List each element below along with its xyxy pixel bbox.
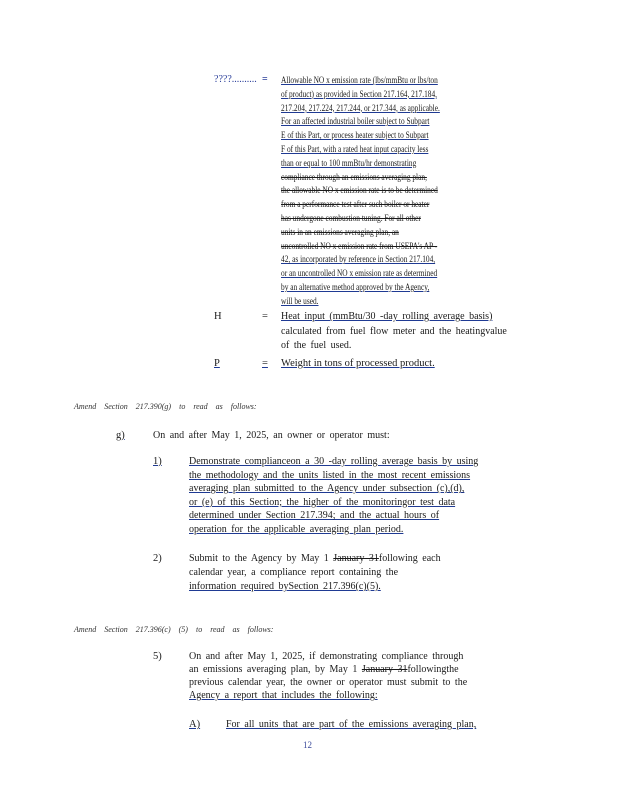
definition-line: compliance through an emissions averaging plan,	[281, 171, 427, 182]
equals-sign: =	[262, 358, 268, 369]
item-text: Agency a report that includes the following:	[189, 690, 378, 701]
page-number: 12	[303, 740, 312, 750]
item2-text-c: following each	[378, 553, 441, 564]
amend-instruction: Amend Section 217.396(c) (5) to read as follows:	[74, 625, 274, 634]
definition-line: than or equal to 100 mmBtu/hr demonstrating	[281, 157, 417, 168]
item-text	[189, 553, 441, 565]
item-line: averaging plan submitted to the Agency under subsection (c),(d),	[189, 483, 465, 495]
definition-line: 42, as incorporated by reference in Section 217.104,	[281, 254, 436, 265]
definition-line: by an alternative method approved by the Agency,	[281, 282, 430, 292]
definition-symbol-h: H	[214, 311, 222, 322]
item-line: operation for the applicable averaging plan period.	[189, 524, 404, 535]
definition-line: uncontrolled NO x emission rate from USEPA's AP -	[281, 240, 438, 251]
item-text: previous calendar year, the owner or operator must submit to the	[189, 677, 468, 688]
definition-line: of product) as provided in Section 217.164, 217.184,	[281, 88, 437, 99]
item-text: calendar year, a compliance report containing the	[189, 567, 399, 578]
definition-line: For an affected industrial boiler subject to Subpart	[281, 116, 430, 127]
item-number: 2)	[153, 553, 162, 564]
definition-line: will be used.	[281, 295, 319, 306]
item-label-a: A)	[189, 719, 201, 730]
item-text: For all units that are part of the emissions averaging plan,	[226, 719, 477, 730]
deleted-text: January 31	[333, 553, 379, 564]
item-number: 1)	[153, 456, 162, 467]
item-line: Demonstrate complianceon a 30 -day rolling average basis by using	[189, 456, 479, 467]
definition-line: has undergone combustion tuning. For all other	[281, 213, 421, 223]
subsection-intro: On and after May 1, 2025, an owner or operator must:	[153, 430, 390, 441]
definition-line: 217.204, 217.224, 217.244, or 217.344, as applicable.	[281, 102, 440, 113]
subsection-label: g)	[116, 430, 125, 441]
definition-line: the allowable NO x emission rate is to be determined	[281, 185, 438, 196]
s5-text-c: followingthe	[407, 664, 459, 675]
definition-line: from a performance test after such boiler or heater	[281, 199, 430, 210]
amend-instruction: Amend Section 217.390(g) to read as follows:	[74, 402, 257, 411]
definition-line: E of this Part, or process heater subject to Subpart	[281, 130, 429, 141]
definition-symbol: ????..........	[214, 74, 257, 85]
definition-text-p: Weight in tons of processed product.	[281, 358, 435, 369]
s5-text-a: an emissions averaging plan, by May 1	[189, 664, 362, 675]
item-text: information required bySection 217.396(c)(5).	[189, 581, 381, 592]
item-line: the methodology and the units listed in the most recent emissions	[189, 469, 471, 481]
equals-sign: =	[262, 74, 268, 85]
item-text	[189, 664, 459, 676]
definition-line: calculated from fuel flow meter and the heatingvalue	[281, 325, 507, 337]
item-line: or (e) of this Section; the higher of the monitoringor test data	[189, 496, 456, 508]
definition-symbol-p: P	[214, 358, 220, 369]
item2-text-a: Submit to the Agency by May 1	[189, 553, 334, 564]
item-number: 5)	[153, 651, 162, 662]
definition-line: units in an emissions averaging plan, an	[281, 226, 399, 237]
definition-line: Allowable NO x emission rate (lbs/mmBtu or lbs/ton	[281, 75, 438, 85]
definition-line: Heat input (mmBtu/30 -day rolling average basis)	[281, 311, 493, 322]
deleted-text: January 31	[361, 664, 408, 675]
equals-sign: =	[262, 311, 268, 322]
definition-line: or an uncontrolled NO x emission rate as determined	[281, 268, 438, 279]
definition-line: of the fuel used.	[281, 340, 352, 351]
item-text: On and after May 1, 2025, if demonstrating compliance through	[189, 651, 464, 662]
definition-line: F of this Part, with a rated heat input capacity less	[281, 144, 429, 154]
item-line: determined under Section 217.394; and the actual hours of	[189, 510, 440, 522]
